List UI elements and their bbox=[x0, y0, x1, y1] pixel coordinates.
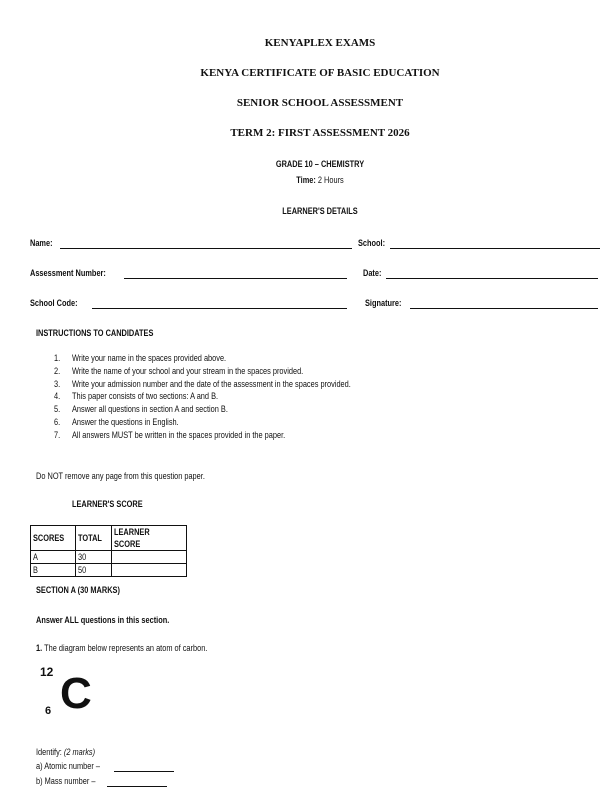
question-text: The diagram below represents an atom of carbon. bbox=[44, 643, 208, 653]
note-text: Do NOT remove any page from this question paper. bbox=[36, 471, 205, 481]
cell bbox=[76, 551, 112, 564]
time-line bbox=[58, 175, 583, 185]
atomic-number-answer[interactable] bbox=[114, 771, 174, 772]
learner-details-title: LEARNER'S DETAILS bbox=[282, 206, 358, 216]
org-title: KENYAPLEX EXAMS bbox=[264, 37, 376, 49]
header-cell bbox=[31, 526, 76, 551]
cell-text: A bbox=[33, 552, 38, 562]
cell-text: 50 bbox=[78, 565, 87, 575]
header-text: SCORES bbox=[33, 533, 65, 543]
signature-label: Signature: bbox=[365, 298, 402, 308]
mass-number-answer[interactable] bbox=[107, 786, 167, 787]
instruction-item: Write your name in the spaces provided above. bbox=[72, 353, 227, 363]
instruction-number: 5. bbox=[54, 404, 61, 415]
school-label: School: bbox=[358, 238, 386, 248]
cell-text: 30 bbox=[78, 552, 87, 562]
time-label: Time: bbox=[296, 175, 316, 185]
instruction-number: 7. bbox=[54, 429, 61, 440]
learner-score-cell[interactable] bbox=[112, 551, 187, 564]
cell bbox=[31, 564, 76, 577]
name-field[interactable] bbox=[60, 248, 352, 249]
school-field[interactable] bbox=[390, 248, 600, 249]
instruction-number: 4. bbox=[54, 391, 61, 402]
header-text: TOTAL bbox=[78, 533, 102, 543]
instruction-number: 3. bbox=[54, 378, 61, 389]
part-b-label: b) Mass number – bbox=[36, 776, 96, 786]
instruction-item: Answer the questions in English. bbox=[72, 417, 179, 427]
name-label: Name: bbox=[30, 238, 53, 248]
identify-label: Identify: bbox=[36, 747, 62, 757]
question-1 bbox=[36, 643, 207, 653]
header-text: LEARNER SCORE bbox=[114, 527, 150, 549]
date-label: Date: bbox=[363, 268, 382, 278]
cell bbox=[76, 564, 112, 577]
level-title: SENIOR SCHOOL ASSESSMENT bbox=[236, 97, 404, 109]
table-header-row bbox=[31, 526, 187, 551]
cell-text: B bbox=[33, 565, 38, 575]
time-value: 2 Hours bbox=[317, 175, 344, 185]
school-code-label: School Code: bbox=[30, 298, 78, 308]
instruction-number: 1. bbox=[54, 353, 61, 363]
part-a-label: a) Atomic number – bbox=[36, 761, 100, 771]
atomic-number: 6 bbox=[45, 705, 52, 717]
date-field[interactable] bbox=[386, 278, 598, 279]
header-cell bbox=[112, 526, 187, 551]
subject-title: GRADE 10 – CHEMISTRY bbox=[275, 159, 365, 169]
term-title: TERM 2: FIRST ASSESSMENT 2026 bbox=[230, 127, 410, 139]
identify-line bbox=[36, 747, 95, 757]
table-row bbox=[31, 551, 187, 564]
instruction-number: 6. bbox=[54, 417, 61, 427]
school-code-field[interactable] bbox=[92, 308, 347, 309]
question-number: 1. bbox=[36, 643, 43, 653]
signature-field[interactable] bbox=[410, 308, 598, 309]
instruction-number: 2. bbox=[54, 365, 61, 376]
cert-title: KENYA CERTIFICATE OF BASIC EDUCATION bbox=[200, 67, 440, 79]
score-title: LEARNER'S SCORE bbox=[72, 499, 143, 509]
instruction-item: This paper consists of two sections: A and B. bbox=[72, 391, 219, 402]
score-table bbox=[30, 525, 187, 577]
learner-score-cell[interactable] bbox=[112, 564, 187, 577]
instruction-item: Write the name of your school and your stream in the spaces provided. bbox=[72, 365, 304, 376]
table-row bbox=[31, 564, 187, 577]
assessment-number-label: Assessment Number: bbox=[30, 268, 106, 278]
marks-label: (2 marks) bbox=[63, 747, 96, 757]
instruction-item: Write your admission number and the date of the assessment in the spaces provided. bbox=[72, 378, 351, 389]
instruction-item: All answers MUST be written in the spaces provided in the paper. bbox=[72, 429, 286, 440]
section-a-instruction: Answer ALL questions in this section. bbox=[36, 615, 170, 625]
section-a-title: SECTION A (30 MARKS) bbox=[36, 585, 120, 595]
mass-number: 12 bbox=[40, 665, 54, 679]
cell bbox=[31, 551, 76, 564]
header-cell bbox=[76, 526, 112, 551]
element-symbol: C bbox=[60, 669, 92, 718]
instructions-title: INSTRUCTIONS TO CANDIDATES bbox=[36, 328, 154, 338]
instruction-item: Answer all questions in section A and section B. bbox=[72, 404, 228, 415]
assessment-number-field[interactable] bbox=[124, 278, 347, 279]
